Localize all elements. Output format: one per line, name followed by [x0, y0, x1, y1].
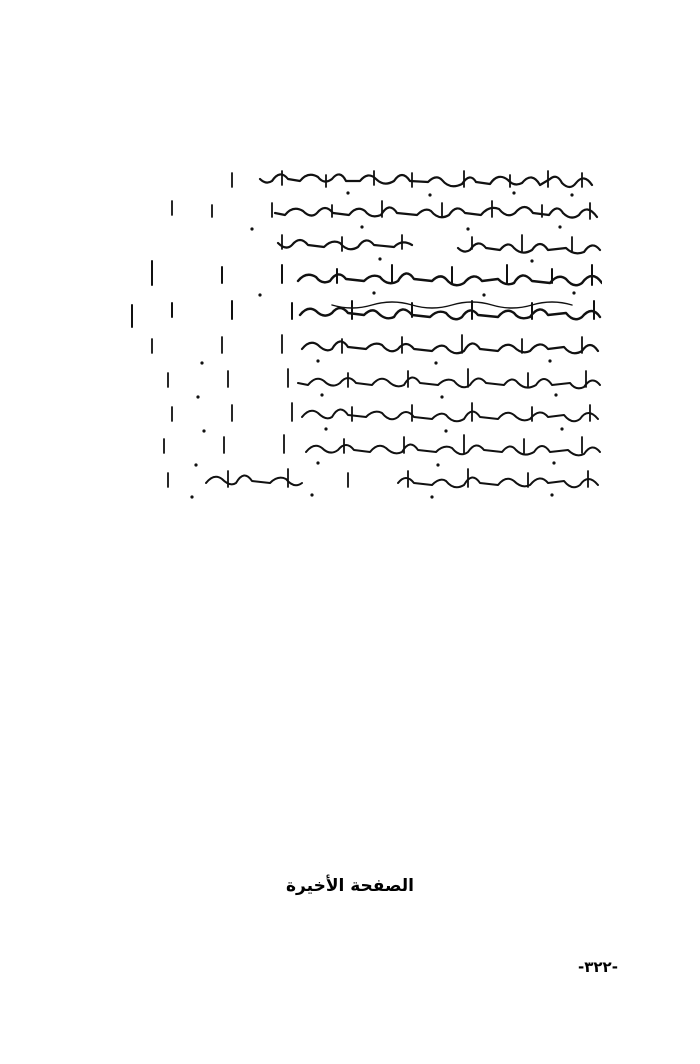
- page-caption: الصفحة الأخيرة: [286, 876, 414, 896]
- page-number: -٣٢٢-: [578, 958, 618, 976]
- handwritten-manuscript-image: [112, 165, 602, 510]
